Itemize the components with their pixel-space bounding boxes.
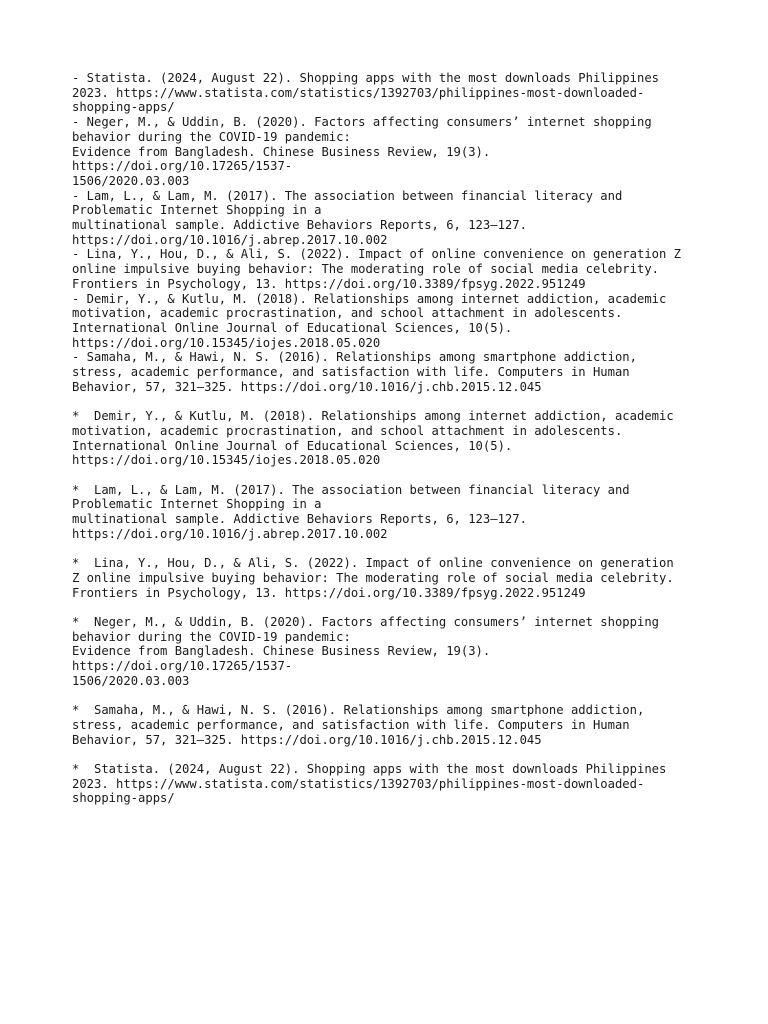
dash-reference-entry bbox=[72, 292, 712, 351]
reference-line: Evidence from Bangladesh. Chinese Business Review, 19(3). bbox=[72, 144, 491, 159]
dash-reference-list bbox=[72, 71, 712, 394]
reference-line: motivation, academic procrastination, and school attachment in adolescents. bbox=[72, 423, 623, 438]
reference-line: * Statista. (2024, August 22). Shopping apps with the most downloads Philippines bbox=[72, 761, 667, 776]
reference-line: https://doi.org/10.17265/1537- bbox=[72, 659, 293, 674]
reference-line: https://doi.org/10.17265/1537- bbox=[72, 159, 293, 174]
dash-reference-entry bbox=[72, 189, 712, 248]
paragraph-gap bbox=[72, 747, 712, 762]
dash-reference-entry bbox=[72, 350, 712, 394]
reference-line: shopping-apps/ bbox=[72, 100, 175, 115]
star-reference-entry bbox=[72, 409, 712, 468]
reference-line: 2023. https://www.statista.com/statistics/1392703/philippines-most-downloaded- bbox=[72, 776, 645, 791]
reference-line: Frontiers in Psychology, 13. https://doi.org/10.3389/fpsyg.2022.951249 bbox=[72, 276, 586, 291]
reference-line: stress, academic performance, and satisfaction with life. Computers in Human bbox=[72, 365, 630, 380]
reference-line: 1506/2020.03.003 bbox=[72, 673, 190, 688]
reference-line: Evidence from Bangladesh. Chinese Business Review, 19(3). bbox=[72, 644, 491, 659]
reference-line: Behavior, 57, 321–325. https://doi.org/10.1016/j.chb.2015.12.045 bbox=[72, 732, 542, 747]
star-reference-entry bbox=[72, 703, 712, 747]
reference-line: Behavior, 57, 321–325. https://doi.org/10.1016/j.chb.2015.12.045 bbox=[72, 379, 542, 394]
dash-reference-entry bbox=[72, 115, 712, 189]
reference-line: - Neger, M., & Uddin, B. (2020). Factors affecting consumers’ internet shopping bbox=[72, 115, 652, 130]
reference-line: * Lina, Y., Hou, D., & Ali, S. (2022). Impact of online convenience on generation bbox=[72, 556, 674, 571]
paragraph-gap bbox=[72, 394, 712, 409]
reference-line: * Samaha, M., & Hawi, N. S. (2016). Relationships among smartphone addiction, bbox=[72, 703, 645, 718]
paragraph-gap bbox=[72, 468, 712, 483]
reference-line: * Neger, M., & Uddin, B. (2020). Factors affecting consumers’ internet shopping bbox=[72, 614, 659, 629]
reference-line: 2023. https://www.statista.com/statistics/1392703/philippines-most-downloaded- bbox=[72, 85, 645, 100]
star-reference-entry bbox=[72, 762, 712, 806]
reference-line: - Statista. (2024, August 22). Shopping apps with the most downloads Philippines bbox=[72, 71, 659, 85]
reference-line: * Demir, Y., & Kutlu, M. (2018). Relationships among internet addiction, academic bbox=[72, 409, 674, 424]
reference-line: https://doi.org/10.15345/iojes.2018.05.020 bbox=[72, 453, 381, 468]
reference-line: shopping-apps/ bbox=[72, 791, 175, 806]
reference-line: https://doi.org/10.1016/j.abrep.2017.10.002 bbox=[72, 232, 388, 247]
dash-reference-entry bbox=[72, 71, 712, 115]
reference-line: Frontiers in Psychology, 13. https://doi.org/10.3389/fpsyg.2022.951249 bbox=[72, 585, 586, 600]
paragraph-gap bbox=[72, 541, 712, 556]
reference-line: online impulsive buying behavior: The moderating role of social media celebrity. bbox=[72, 262, 659, 277]
reference-line: - Lam, L., & Lam, M. (2017). The association between financial literacy and bbox=[72, 188, 623, 203]
reference-line: motivation, academic procrastination, and school attachment in adolescents. bbox=[72, 306, 623, 321]
star-reference-entry bbox=[72, 556, 712, 600]
star-reference-entry bbox=[72, 615, 712, 689]
reference-line: stress, academic performance, and satisfaction with life. Computers in Human bbox=[72, 717, 630, 732]
reference-line: behavior during the COVID-19 pandemic: bbox=[72, 629, 351, 644]
reference-line: https://doi.org/10.1016/j.abrep.2017.10.002 bbox=[72, 526, 388, 541]
reference-line: - Demir, Y., & Kutlu, M. (2018). Relationships among internet addiction, academic bbox=[72, 291, 667, 306]
reference-content bbox=[72, 71, 712, 806]
reference-line: 1506/2020.03.003 bbox=[72, 173, 190, 188]
reference-line: Problematic Internet Shopping in a bbox=[72, 497, 322, 512]
star-reference-entry bbox=[72, 483, 712, 542]
reference-line: - Lina, Y., Hou, D., & Ali, S. (2022). Impact of online convenience on generation Z bbox=[72, 247, 682, 262]
paragraph-gap bbox=[72, 600, 712, 615]
reference-line: multinational sample. Addictive Behaviors Reports, 6, 123–127. bbox=[72, 512, 527, 527]
reference-line: Problematic Internet Shopping in a bbox=[72, 203, 322, 218]
reference-line: International Online Journal of Educational Sciences, 10(5). bbox=[72, 320, 513, 335]
star-reference-list bbox=[72, 409, 712, 806]
reference-line: - Samaha, M., & Hawi, N. S. (2016). Relationships among smartphone addiction, bbox=[72, 350, 637, 365]
reference-line: https://doi.org/10.15345/iojes.2018.05.020 bbox=[72, 335, 381, 350]
reference-line: International Online Journal of Educational Sciences, 10(5). bbox=[72, 438, 513, 453]
paragraph-gap bbox=[72, 688, 712, 703]
reference-line: Z online impulsive buying behavior: The moderating role of social media celebrity. bbox=[72, 570, 674, 585]
reference-line: multinational sample. Addictive Behaviors Reports, 6, 123–127. bbox=[72, 218, 527, 233]
dash-reference-entry bbox=[72, 247, 712, 291]
reference-line: * Lam, L., & Lam, M. (2017). The association between financial literacy and bbox=[72, 482, 630, 497]
reference-line: behavior during the COVID-19 pandemic: bbox=[72, 129, 351, 144]
